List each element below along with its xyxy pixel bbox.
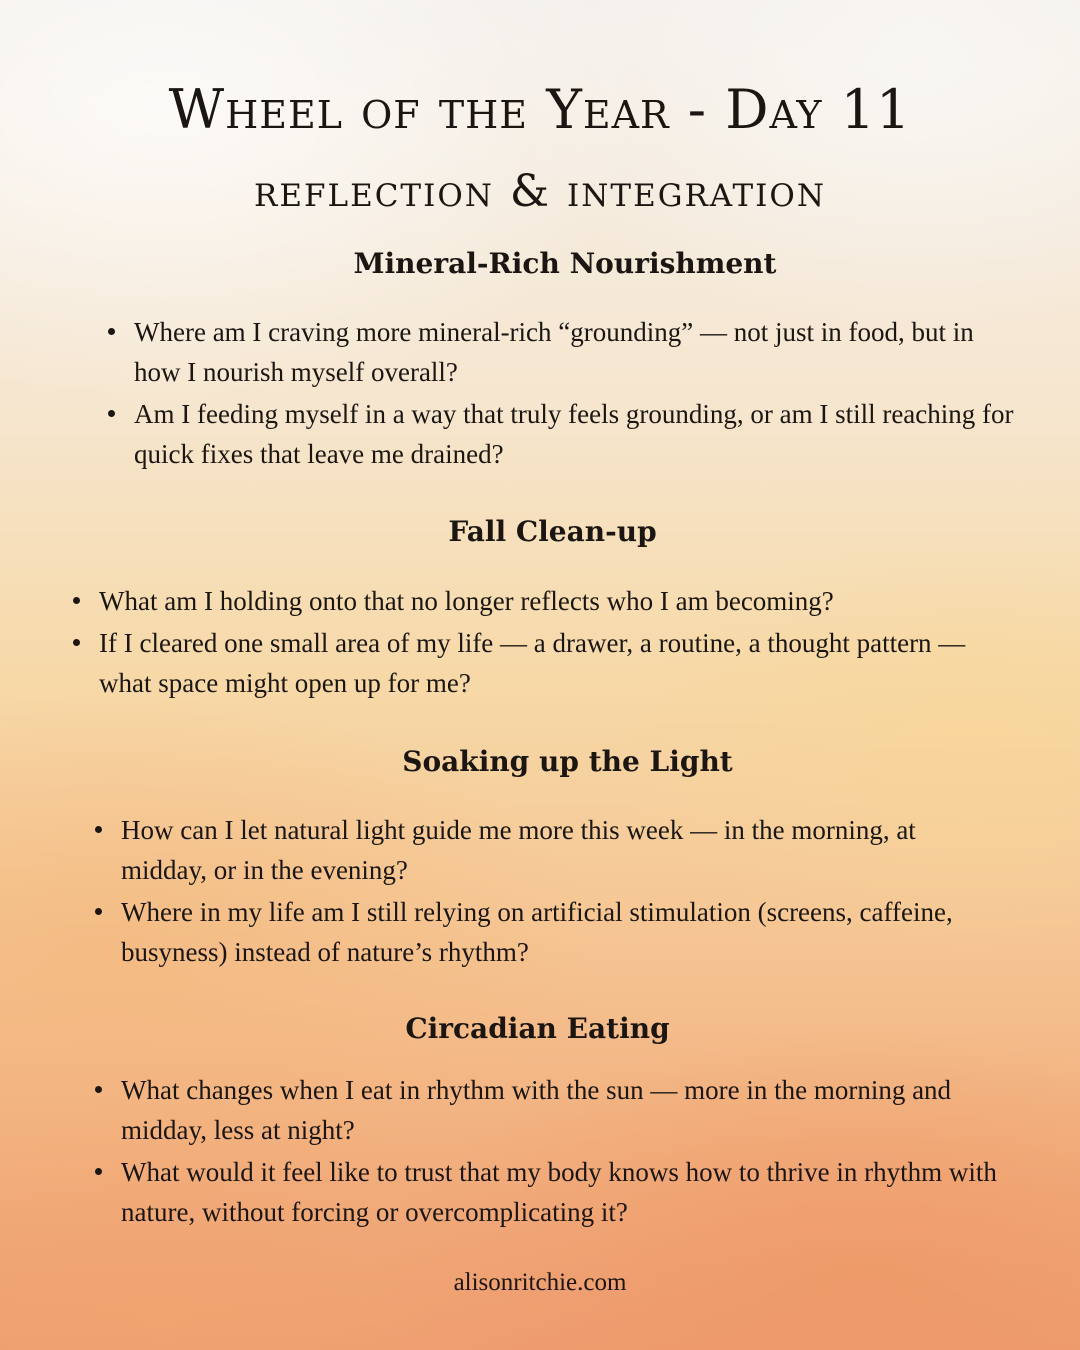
page-subtitle: reflection & integration — [254, 166, 826, 217]
list-item: Am I feeding myself in a way that truly feels grounding, or am I still reaching for quick fixes that leave me drained? — [106, 394, 1026, 474]
footer-website: alisonritchie.com — [453, 1269, 627, 1296]
section-list-mineral-rich-nourishment — [106, 312, 1026, 476]
section-heading-fall-clean-up: Fall Clean-up — [448, 515, 657, 548]
list-item: Where in my life am I still relying on artificial stimulation (screens, caffeine, busyness) instead of nature’s rhythm? — [93, 892, 993, 972]
list-item: What would it feel like to trust that my body knows how to thrive in rhythm with nature, without forcing or overcomplicating it? — [93, 1152, 1013, 1232]
section-list-soaking-up-the-light — [93, 810, 993, 974]
section-list-fall-clean-up — [71, 581, 971, 705]
list-item: What changes when I eat in rhythm with the sun — more in the morning and midday, less at night? — [93, 1070, 1013, 1150]
list-item: Where am I craving more mineral-rich “grounding” — not just in food, but in how I nourish myself overall? — [106, 312, 1026, 392]
section-heading-mineral-rich-nourishment: Mineral-Rich Nourishment — [353, 247, 777, 280]
list-item: If I cleared one small area of my life — a drawer, a routine, a thought pattern — what space might open up for me? — [71, 623, 971, 703]
section-heading-soaking-up-the-light: Soaking up the Light — [402, 745, 733, 778]
list-item: How can I let natural light guide me more this week — in the morning, at midday, or in the evening? — [93, 810, 993, 890]
list-item: What am I holding onto that no longer reflects who I am becoming? — [71, 581, 971, 621]
page-title: Wheel of the Year - Day 11 — [168, 78, 912, 141]
section-list-circadian-eating — [93, 1070, 1013, 1234]
section-heading-circadian-eating: Circadian Eating — [405, 1012, 670, 1045]
